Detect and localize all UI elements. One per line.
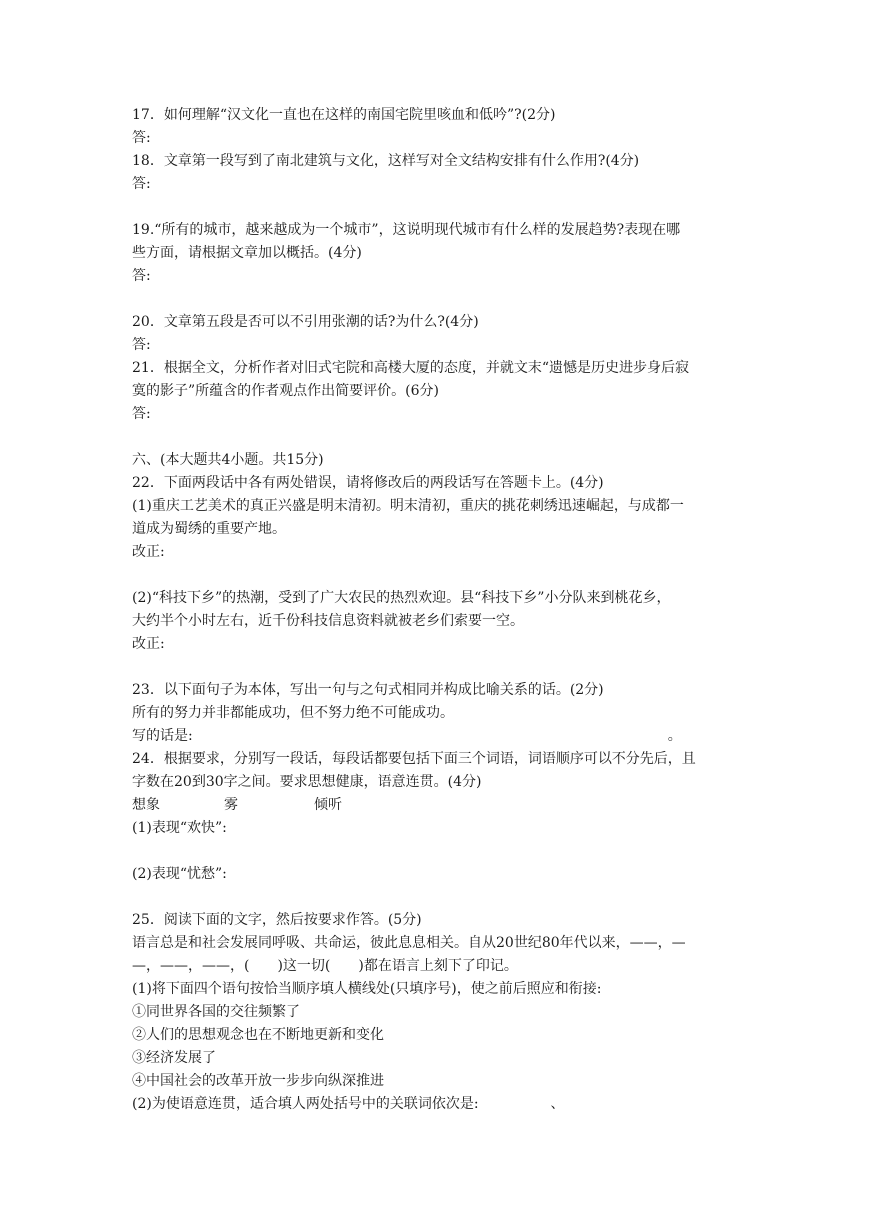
exam-page — [132, 104, 742, 1116]
q18-answer-label: 答: — [132, 176, 151, 192]
spacer — [132, 426, 742, 449]
q24-question-line1: 24．根据要求，分别写一段话，每段话都要包括下面三个词语，词语顺序可以不分先后，且 — [132, 751, 696, 767]
q22-item2-line1: (2)“科技下乡”的热潮，受到了广大农民的热烈欢迎。县“科技下乡”小分队来到桃花乡， — [132, 590, 671, 606]
q25-option: ③经济发展了 — [132, 1050, 216, 1066]
q24-item1: (1)表现“欢快”: — [132, 820, 227, 836]
q24-word: 倾听 — [314, 797, 342, 813]
q25-sub2-row — [132, 1093, 742, 1116]
q22-question: 22．下面两段话中各有两处错误，请将修改后的两段话写在答题卡上。(4分) — [132, 475, 604, 491]
q22-item2-fix-label: 改正: — [132, 636, 165, 652]
q25-option: ②人们的思想观念也在不断地更新和变化 — [132, 1027, 384, 1043]
q24-item2: (2)表现“忧愁”: — [132, 866, 227, 882]
q25-sub1: (1)将下面四个语句按恰当顺序填人横线处(只填序号)，使之前后照应和衔接: — [132, 981, 602, 997]
q22-item1-line2: 道成为蜀绣的重要产地。 — [132, 521, 286, 537]
q19-question-line1: 19.“所有的城市，越来越成为一个城市”，这说明现代城市有什么样的发展趋势?表现在哪 — [132, 222, 681, 238]
spacer — [132, 840, 742, 863]
q24-question-line2: 字数在20到30字之间。要求思想健康，语意连贯。(4分) — [132, 774, 482, 790]
q25-option: ①同世界各国的交往频繁了 — [132, 1004, 300, 1020]
q25-sub2-separator: 、 — [550, 1096, 565, 1112]
q25-option: ④中国社会的改革开放一步步向纵深推进 — [132, 1073, 384, 1089]
spacer — [132, 288, 742, 311]
q19-answer-label: 答: — [132, 268, 151, 284]
q23-written-row — [132, 725, 742, 748]
q23-written-label: 写的话是: — [132, 728, 193, 744]
q22-item2-line2: 大约半个小时左右，近千份科技信息资料就被老乡们索要一空。 — [132, 613, 524, 629]
q23-question: 23．以下面句子为本体，写出一句与之句式相同并构成比喻关系的话。(2分) — [132, 682, 604, 698]
q25-sub2: (2)为使语意连贯，适合填人两处括号中的关联词依次是: — [132, 1096, 479, 1112]
q20-question: 20．文章第五段是否可以不引用张潮的话?为什么?(4分) — [132, 314, 479, 330]
q24-word: 想象 — [132, 797, 160, 813]
q24-word-list — [132, 794, 742, 817]
section6-heading: 六、(本大题共4小题。共15分) — [132, 452, 324, 468]
q23-sentence: 所有的努力并非都能成功，但不努力绝不可能成功。 — [132, 705, 454, 721]
spacer — [132, 564, 742, 587]
spacer — [132, 886, 742, 909]
q17-answer-label: 答: — [132, 130, 151, 146]
q18-question: 18．文章第一段写到了南北建筑与文化，这样写对全文结构安排有什么作用?(4分) — [132, 153, 640, 169]
q21-question-line2: 寞的影子”所蕴含的作者观点作出简要评价。(6分) — [132, 383, 439, 399]
q22-item1-fix-label: 改正: — [132, 544, 165, 560]
q25-passage-line1: 语言总是和社会发展同呼吸、共命运，彼此息息相关。自从20世纪80年代以来，——，— — [132, 935, 686, 951]
q24-word: 雾 — [224, 797, 238, 813]
q19-question-line2: 些方面，请根据文章加以概括。(4分) — [132, 245, 362, 261]
q20-answer-label: 答: — [132, 337, 151, 353]
spacer — [132, 196, 742, 219]
q25-passage-line2: —，——，——，( )这一切( )都在语言上刻下了印记。 — [132, 958, 518, 974]
spacer — [132, 656, 742, 679]
q22-item1-line1: (1)重庆工艺美术的真正兴盛是明末清初。明末清初，重庆的挑花刺绣迅速崛起，与成都一 — [132, 498, 684, 514]
q25-question: 25．阅读下面的文字，然后按要求作答。(5分) — [132, 912, 422, 928]
q21-question-line1: 21．根据全文，分析作者对旧式宅院和高楼大厦的态度，并就文末“遗憾是历史进步身后寂 — [132, 360, 689, 376]
q17-question: 17．如何理解“汉文化一直也在这样的南国宅院里咳血和低吟”?(2分) — [132, 107, 556, 123]
q21-answer-label: 答: — [132, 406, 151, 422]
q23-end-mark: 。 — [667, 728, 682, 744]
